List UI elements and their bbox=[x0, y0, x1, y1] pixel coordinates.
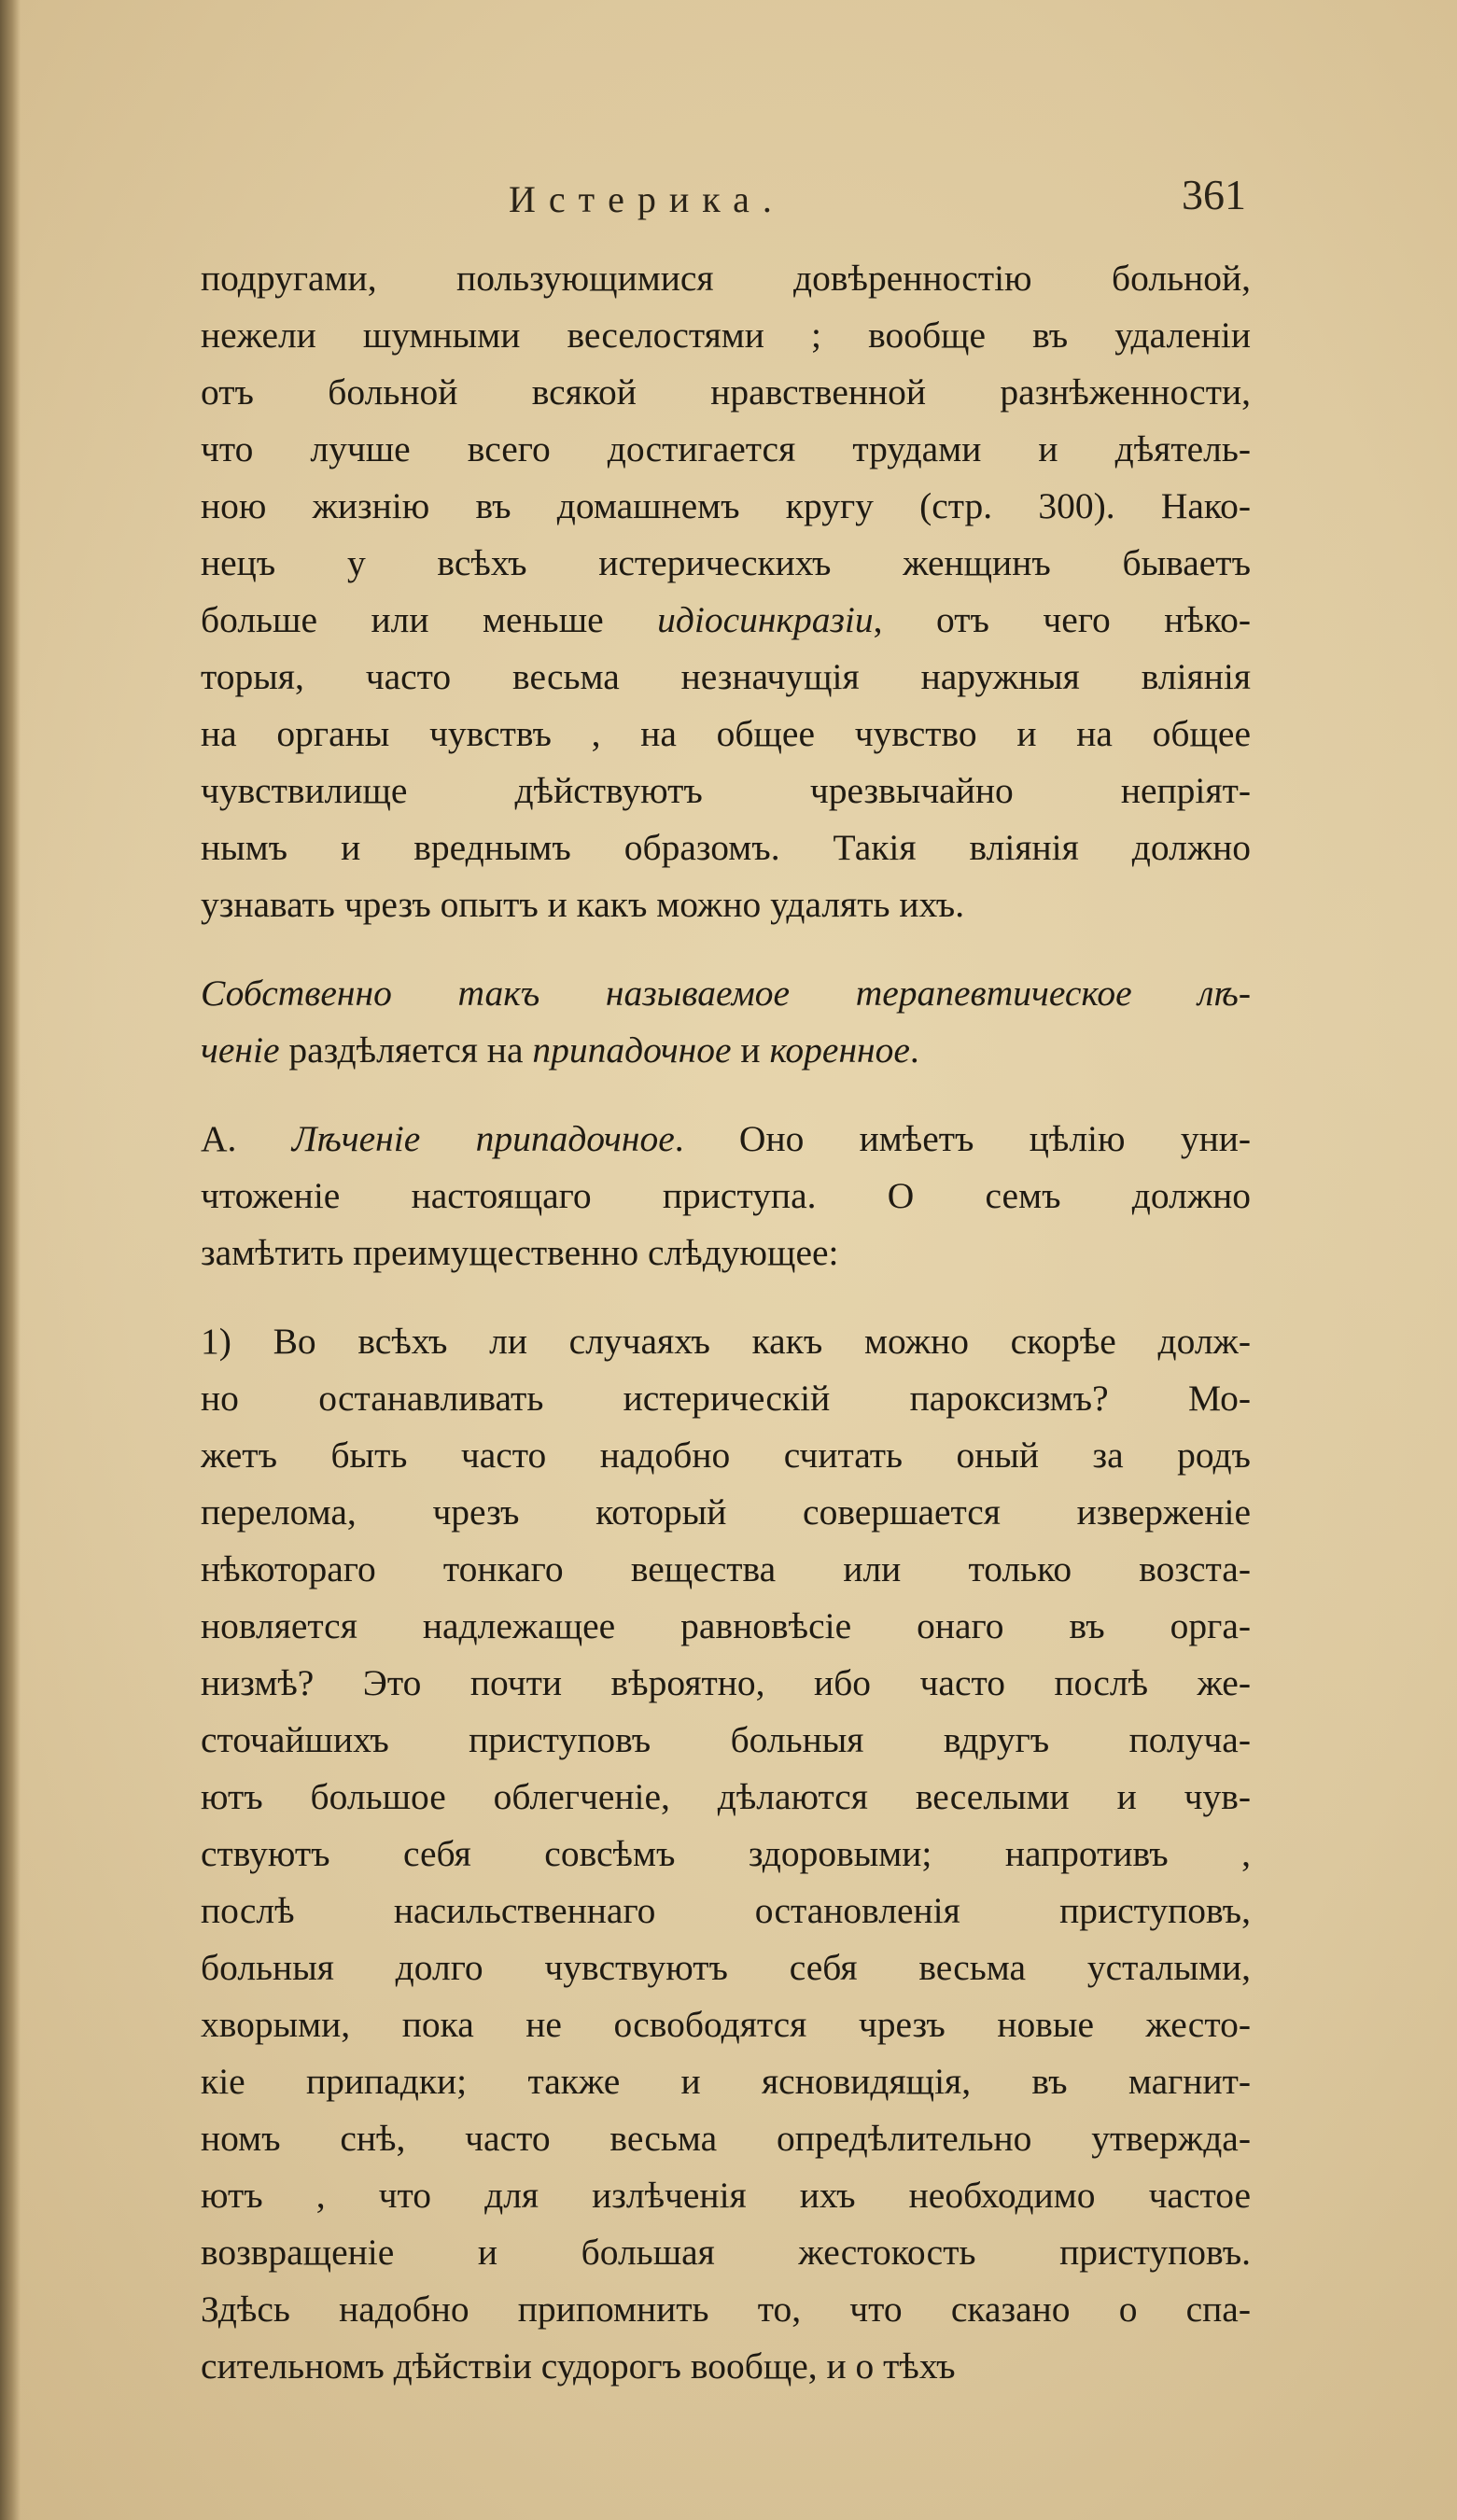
italic-term: коренное bbox=[769, 1029, 910, 1071]
text-line bbox=[201, 1313, 1251, 1370]
text-run: торыя, часто весьма незначущія наружныя вліянія bbox=[201, 656, 1251, 697]
text-line bbox=[201, 819, 1251, 876]
text-line bbox=[201, 965, 1251, 1022]
text-line bbox=[201, 1370, 1251, 1427]
text-line bbox=[201, 1168, 1251, 1225]
text-run: нѣкотораго тонкаго вещества или только возста- bbox=[201, 1548, 1251, 1589]
text-line bbox=[201, 478, 1251, 535]
text-line bbox=[201, 2338, 1251, 2395]
text-line bbox=[201, 1598, 1251, 1655]
text-line bbox=[201, 535, 1251, 592]
italic-term: ченіе bbox=[201, 1029, 280, 1071]
text-line bbox=[201, 649, 1251, 706]
text-run: . bbox=[909, 1029, 919, 1071]
page-spine-shadow bbox=[0, 0, 21, 2520]
text-run: сительномъ дѣйствіи судорогъ вообще, и о тѣхъ bbox=[201, 2345, 956, 2387]
text-run: что лучше всего достигается трудами и дѣятель- bbox=[201, 428, 1251, 469]
text-line bbox=[201, 592, 1251, 649]
text-run: но останавливать истерическій пароксизмъ? Мо- bbox=[201, 1378, 1251, 1419]
page-header bbox=[201, 171, 1246, 233]
text-line bbox=[201, 1939, 1251, 1996]
text-line bbox=[201, 1826, 1251, 1883]
text-run: Здѣсь надобно припомнить то, что сказано о спа- bbox=[201, 2289, 1251, 2330]
text-line bbox=[201, 1541, 1251, 1598]
text-run: хворыми, пока не освободятся чрезъ новые жесто- bbox=[201, 2004, 1251, 2045]
paragraph bbox=[201, 1111, 1251, 1281]
text-run: больше или меньше bbox=[201, 599, 658, 640]
text-line bbox=[201, 1712, 1251, 1769]
text-line bbox=[201, 250, 1251, 307]
italic-term: Лѣченіе припадочное bbox=[291, 1118, 675, 1159]
text-run: сточайшихъ приступовъ больныя вдругъ получа- bbox=[201, 1719, 1251, 1760]
text-run: на органы чувствъ , на общее чувство и на общее bbox=[201, 713, 1251, 754]
text-line bbox=[201, 1655, 1251, 1712]
text-run: нецъ у всѣхъ истерическихъ женщинъ бываетъ bbox=[201, 542, 1251, 583]
text-line bbox=[201, 1427, 1251, 1484]
text-line bbox=[201, 876, 1251, 933]
text-line bbox=[201, 1022, 1251, 1079]
running-title: Истерика. bbox=[509, 178, 785, 220]
text-line bbox=[201, 1484, 1251, 1541]
text-run: А. bbox=[201, 1118, 292, 1159]
paragraph bbox=[201, 250, 1251, 933]
text-run: ютъ большое облегченіе, дѣлаются веселыми и чув- bbox=[201, 1776, 1251, 1817]
body-text bbox=[201, 250, 1251, 2395]
text-run: и bbox=[731, 1029, 770, 1071]
text-run: узнавать чрезъ опытъ и какъ можно удалять ихъ. bbox=[201, 884, 965, 925]
italic-term: Собственно такъ называемое терапевтическое лѣ- bbox=[201, 973, 1251, 1014]
paragraph bbox=[201, 1313, 1251, 2395]
paragraph-gap bbox=[201, 1079, 1251, 1111]
text-run: ютъ , что для излѣченія ихъ необходимо частое bbox=[201, 2175, 1251, 2216]
text-line bbox=[201, 2110, 1251, 2167]
text-run: номъ снѣ, часто весьма опредѣлительно утвержда- bbox=[201, 2118, 1251, 2159]
text-run: ствуютъ себя совсѣмъ здоровыми; напротивъ , bbox=[201, 1833, 1251, 1874]
text-line bbox=[201, 2224, 1251, 2281]
text-run: подругами, пользующимися довѣренностію больной, bbox=[201, 258, 1251, 299]
text-run: нежели шумными веселостями ; вообще въ удаленіи bbox=[201, 315, 1251, 356]
text-run: новляется надлежащее равновѣсіе онаго въ орга- bbox=[201, 1605, 1251, 1646]
text-run: жетъ быть часто надобно считать оный за родъ bbox=[201, 1435, 1251, 1476]
text-run: . Оно имѣетъ цѣлію уни- bbox=[674, 1118, 1251, 1159]
text-run: чувствилище дѣйствуютъ чрезвычайно непріят- bbox=[201, 770, 1251, 811]
text-run: ною жизнію въ домашнемъ кругу (стр. 300). Нако- bbox=[201, 485, 1251, 526]
text-line bbox=[201, 1996, 1251, 2053]
text-run: нымъ и вреднымъ образомъ. Такія вліянія должно bbox=[201, 827, 1251, 868]
text-run: чтоженіе настоящаго приступа. О семъ должно bbox=[201, 1175, 1251, 1216]
italic-term: припадочное bbox=[532, 1029, 732, 1071]
text-run: замѣтить преимущественно слѣдующее: bbox=[201, 1232, 839, 1273]
text-line bbox=[201, 364, 1251, 421]
text-run: кіе припадки; также и ясновидящія, въ магнит- bbox=[201, 2061, 1251, 2102]
paragraph bbox=[201, 965, 1251, 1079]
text-line bbox=[201, 421, 1251, 478]
text-run: отъ больной всякой нравственной разнѣженности, bbox=[201, 371, 1251, 413]
text-line bbox=[201, 1883, 1251, 1939]
text-line bbox=[201, 1111, 1251, 1168]
paragraph-gap bbox=[201, 933, 1251, 965]
text-line bbox=[201, 763, 1251, 819]
text-run: послѣ насильственнаго остановленія приступовъ, bbox=[201, 1890, 1251, 1931]
text-run: перелома, чрезъ который совершается изверженіе bbox=[201, 1491, 1251, 1533]
paragraph-gap bbox=[201, 1281, 1251, 1313]
text-line bbox=[201, 1769, 1251, 1826]
text-line bbox=[201, 2281, 1251, 2338]
italic-term: идіосинкразіи bbox=[657, 599, 874, 640]
text-run: , отъ чего нѣко- bbox=[873, 599, 1251, 640]
text-run: раздѣляется на bbox=[279, 1029, 533, 1071]
text-run: возвращеніе и большая жестокость приступовъ. bbox=[201, 2232, 1251, 2273]
text-line bbox=[201, 706, 1251, 763]
text-line bbox=[201, 2053, 1251, 2110]
text-run: 1) Во всѣхъ ли случаяхъ какъ можно скорѣе долж- bbox=[201, 1321, 1251, 1362]
text-line bbox=[201, 2167, 1251, 2224]
text-line bbox=[201, 307, 1251, 364]
text-run: больныя долго чувствуютъ себя весьма усталыми, bbox=[201, 1947, 1251, 1988]
page-number: 361 bbox=[1182, 171, 1246, 218]
text-line bbox=[201, 1225, 1251, 1281]
text-run: низмѣ? Это почти вѣроятно, ибо часто послѣ же- bbox=[201, 1662, 1251, 1703]
